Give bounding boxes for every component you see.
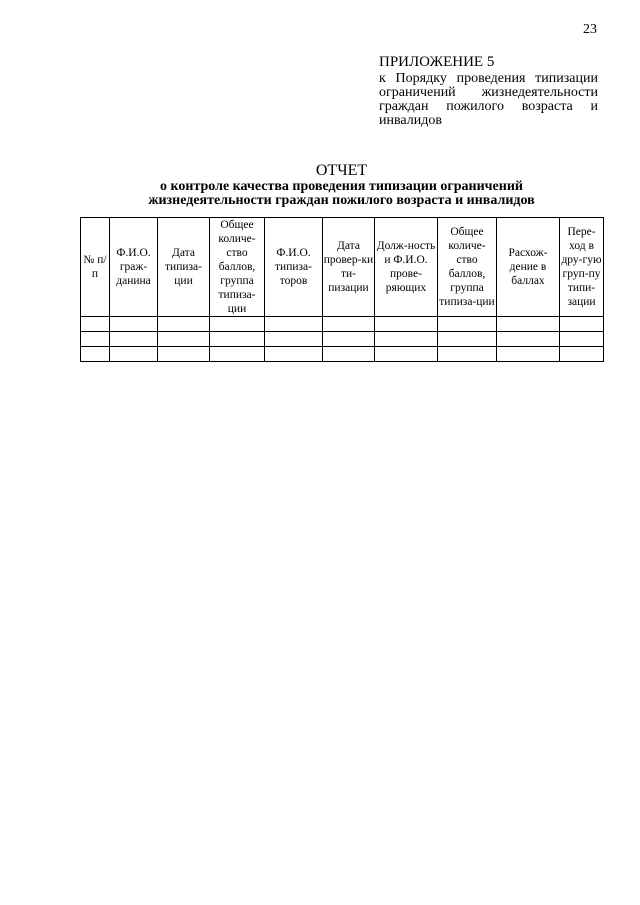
page-number: 23 (583, 22, 597, 37)
table-row (81, 317, 604, 332)
column-header: № п/п (81, 218, 110, 317)
table-cell (375, 332, 438, 347)
report-subtitle: о контроле качества проведения типизации ограничений жизнедеятельности граждан пожилого возраста и инвалидов (148, 179, 535, 208)
table-cell (497, 347, 560, 362)
table-header-row (81, 218, 604, 317)
report-title: ОТЧЕТ (315, 162, 368, 179)
table-cell (497, 332, 560, 347)
table-cell (323, 347, 375, 362)
column-header: Ф.И.О. граж-данина (110, 218, 158, 317)
table-cell (81, 317, 110, 332)
table-cell (81, 332, 110, 347)
table-row (81, 332, 604, 347)
table-cell (323, 317, 375, 332)
table-cell (560, 317, 604, 332)
table-cell (560, 332, 604, 347)
table-cell (560, 347, 604, 362)
table-cell (438, 332, 497, 347)
table-row (81, 347, 604, 362)
table-cell (265, 347, 323, 362)
report-table (80, 217, 604, 362)
table-cell (438, 347, 497, 362)
table-cell (265, 332, 323, 347)
column-header: Дата провер-ки ти-пизации (323, 218, 375, 317)
column-header: Дата типиза-ции (158, 218, 210, 317)
column-header: Расхож-дение в баллах (497, 218, 560, 317)
table-cell (265, 317, 323, 332)
table-cell (438, 317, 497, 332)
appendix-block (379, 55, 598, 128)
table-cell (110, 317, 158, 332)
table-cell (497, 317, 560, 332)
column-header: Пере-ход в дру-гую груп-пу типи-зации (560, 218, 604, 317)
table-cell (210, 332, 265, 347)
column-header: Долж-ность и Ф.И.О. прове-ряющих (375, 218, 438, 317)
table-cell (110, 332, 158, 347)
table-cell (81, 347, 110, 362)
table-cell (210, 347, 265, 362)
table-cell (210, 317, 265, 332)
appendix-title: ПРИЛОЖЕНИЕ 5 (379, 54, 495, 70)
report-heading (80, 163, 603, 208)
column-header: Ф.И.О. типиза-торов (265, 218, 323, 317)
table-cell (158, 317, 210, 332)
table-cell (375, 317, 438, 332)
column-header: Общее количе-ство баллов, группа типиза-ции (438, 218, 497, 317)
table-cell (158, 347, 210, 362)
table-cell (323, 332, 375, 347)
table-cell (158, 332, 210, 347)
table-cell (110, 347, 158, 362)
table-cell (375, 347, 438, 362)
appendix-subtitle: к Порядку проведения типизации ограничений жизнедеятельности граждан пожилого возраста и инвалидов (379, 71, 598, 128)
column-header: Общее количе-ство баллов, группа типиза-ции (210, 218, 265, 317)
